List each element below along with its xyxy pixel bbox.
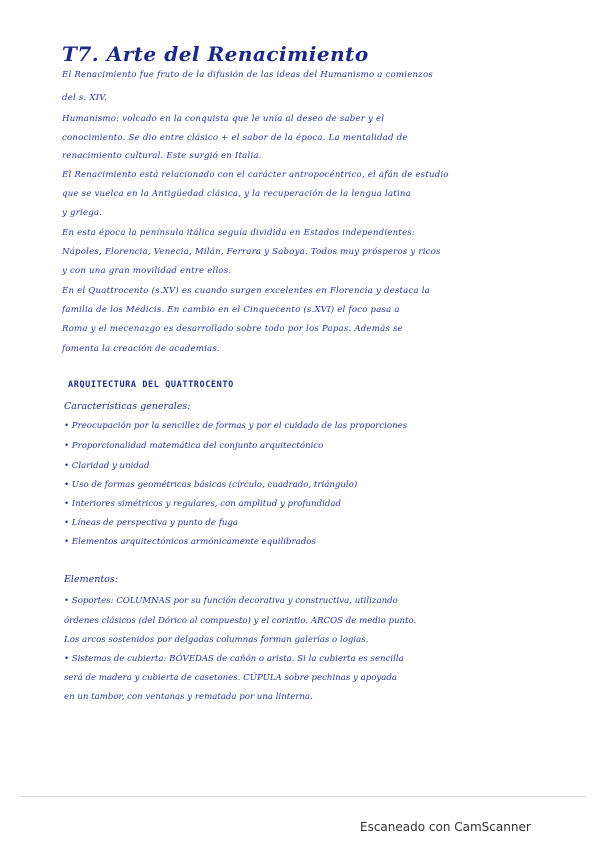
features-heading: Características generales:	[64, 401, 191, 412]
element-line: órdenes clásicos (del Dórico al compuesto) y el corintio. ARCOS de medio punto.	[64, 616, 417, 626]
intro-line: conocimiento. Se dio entre clásico + el sabor de la época. La mentalidad de	[62, 133, 408, 143]
feature-item: • Elementos arquitectónicos armónicamente equilibrados	[64, 537, 316, 547]
intro-line: y griega.	[62, 208, 103, 218]
scanner-watermark: Escaneado con CamScanner	[360, 820, 531, 834]
feature-item: • Líneas de perspectiva y punto de fuga	[64, 518, 239, 528]
intro-line: renacimiento cultural. Este surgió en Italia.	[62, 151, 262, 161]
element-line: será de madera y cubierta de casetones. CÚPULA sobre pechinas y apoyada	[64, 673, 397, 683]
feature-item: • Interiores simétricos y regulares, con amplitud y profundidad	[64, 499, 341, 509]
page-bottom-edge	[20, 796, 586, 797]
element-line: Los arcos sostenidos por delgadas columnas forman galerías o logias.	[64, 635, 369, 645]
feature-item: • Preocupación por la sencillez de formas y por el cuidado de las proporciones	[64, 421, 408, 431]
page-title: T7. Arte del Renacimiento	[62, 42, 369, 66]
intro-line: El Renacimiento fue fruto de la difusión de las ideas del Humanismo a comienzos	[62, 70, 433, 80]
intro-line: En el Quattrocento (s.XV) es cuando surgen excelentes en Florencia y destaca la	[62, 286, 431, 296]
intro-line: fomenta la creación de academias.	[62, 344, 220, 354]
intro-line: En esta época la península itálica seguía dividida en Estados independientes:	[62, 228, 415, 238]
element-line: en un tambor, con ventanas y rematada por una linterna.	[64, 692, 313, 702]
feature-item: • Claridad y unidad	[64, 461, 150, 471]
elements-heading: Elementos:	[64, 574, 118, 585]
element-line: • Sistemas de cubierta: BÓVEDAS de cañón o arista. Si la cubierta es sencilla	[64, 654, 404, 664]
element-line: • Soportes: COLUMNAS por su función decorativa y constructiva, utilizando	[64, 596, 398, 606]
feature-item: • Uso de formas geométricas básicas (círculo, cuadrado, triángulo)	[64, 480, 358, 490]
intro-line: y con una gran movilidad entre ellos.	[62, 266, 232, 276]
intro-line: El Renacimiento está relacionado con el carácter antropocéntrico, el afán de estudio	[62, 170, 449, 180]
feature-item: • Proporcionalidad matemática del conjunto arquitectónico	[64, 441, 324, 451]
intro-line: familia de los Médicis. En cambio en el Cinquecento (s.XVI) el foco pasa a	[62, 305, 400, 315]
intro-line: Nápoles, Florencia, Venecia, Milán, Ferrara y Saboya. Todos muy prósperos y ricos	[62, 247, 441, 257]
section-title: ARQUITECTURA DEL QUATTROCENTO	[68, 380, 234, 390]
intro-line: Roma y el mecenazgo es desarrollado sobre todo por los Papas. Además se	[62, 324, 403, 334]
intro-line: que se vuelca en la Antigüedad clásica, y la recuperación de la lengua latina	[62, 189, 411, 199]
intro-line: del s. XIV.	[62, 93, 108, 103]
intro-line: Humanismo: volcado en la conquista que le unía al deseo de saber y el	[62, 114, 385, 124]
